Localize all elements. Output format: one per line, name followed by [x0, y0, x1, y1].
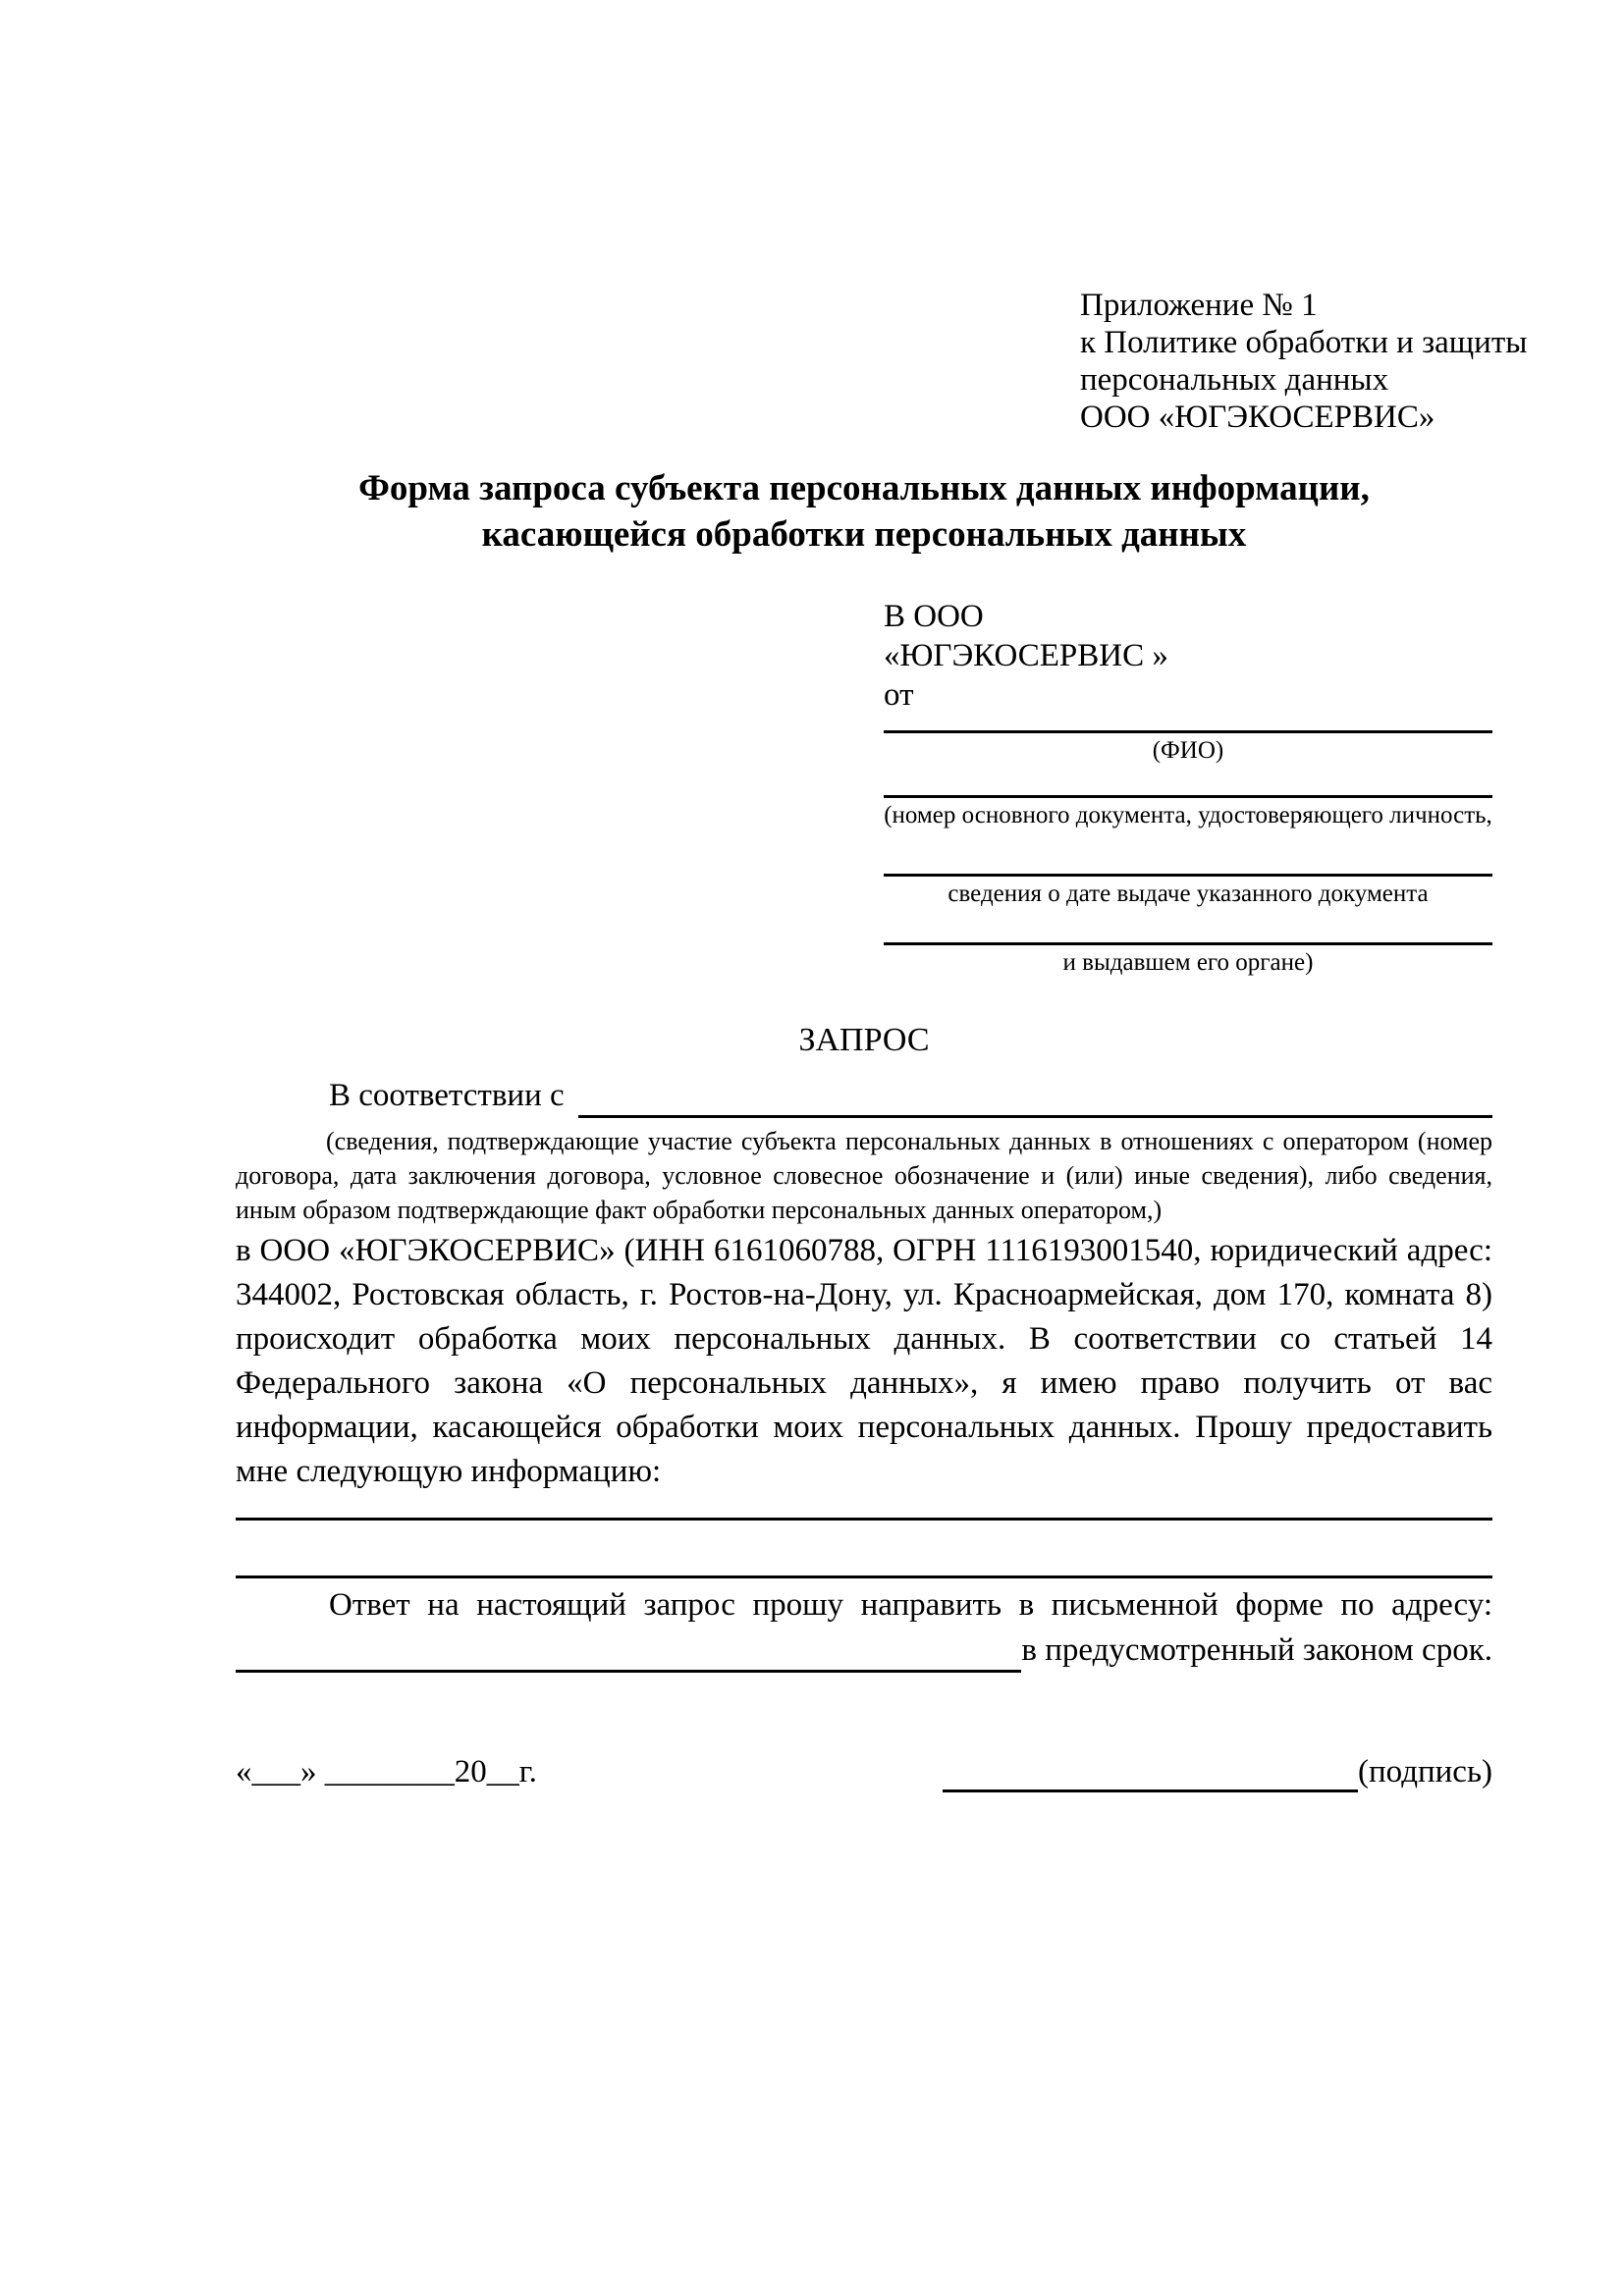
issue-date-blank-line — [884, 846, 1492, 877]
annex-line: ООО «ЮГЭКОСЕРВИС» — [1080, 400, 1435, 435]
address-blank-line — [236, 1630, 1021, 1673]
signature-blank-line — [943, 1754, 1358, 1792]
annex-line: персональных данных — [1080, 362, 1389, 398]
answer-tail: в предусмотренный законом срок. — [1021, 1632, 1492, 1668]
small-print-note: (сведения, подтверждающие участие субъекта персональных данных в отношениях с оператором (номер договора, дата заключения договора, условное словесное обозначение и (или) иные сведения), либо сведения, иным образом подтверждающие факт обработки персональных данных оператором,) — [236, 1127, 1492, 1224]
info-blank-line — [236, 1521, 1492, 1578]
body-paragraph: в ООО «ЮГЭКОСЕРВИС» (ИНН 6161060788, ОГРН 1116193001540, юридический адрес: 344002, Ростовская область, г. Ростов-на-Дону, ул. Красноармейская, дом 170, комната 8) происходит обработка моих персональных данных. В соответствии со статьей 14 Федерального закона «О персональных данных», я имею право получить от вас информации, касающейся обработки моих персональных данных. Прошу предоставить мне следующую информацию: — [236, 1233, 1492, 1489]
addressee-org-line: «ЮГЭКОСЕРВИС » — [884, 638, 1168, 673]
address-row — [236, 1628, 1492, 1673]
fio-blank-line — [884, 715, 1492, 733]
annex-header — [1080, 287, 1528, 436]
page-title — [236, 465, 1492, 558]
request-heading: ЗАПРОС — [798, 1022, 930, 1058]
document-number-caption: (номер основного документа, удостоверяющего личность, — [884, 802, 1492, 828]
accordance-blank-line — [578, 1078, 1492, 1118]
signature-caption: (подпись) — [1358, 1754, 1492, 1789]
issue-date-caption: сведения о дате выдаче указанного документа — [947, 881, 1429, 907]
signature-area — [943, 1751, 1492, 1792]
addressee-org-line: В ООО — [884, 599, 984, 634]
page-title-line: касающейся обработки персональных данных — [481, 514, 1247, 555]
accordance-label: В соответствии с — [329, 1078, 565, 1113]
fio-caption: (ФИО) — [1152, 737, 1224, 764]
addressee-block — [884, 597, 1492, 978]
field-fio — [884, 715, 1492, 766]
page-title-line: Форма запроса субъекта персональных данных информации, — [358, 468, 1370, 508]
field-document-number — [884, 772, 1492, 830]
from-label: от — [884, 677, 914, 713]
issuing-authority-blank-line — [884, 917, 1492, 945]
accordance-row — [236, 1074, 1492, 1118]
info-blank-line — [236, 1510, 1492, 1521]
field-issuing-authority — [884, 917, 1492, 978]
field-issue-date — [884, 846, 1492, 909]
issuing-authority-caption: и выдавшем его органе) — [1062, 949, 1314, 976]
date-placeholder: «___» ________20__г. — [236, 1754, 537, 1789]
annex-line: к Политике обработки и защиты — [1080, 325, 1528, 360]
document-number-blank-line — [884, 772, 1492, 798]
signature-row — [236, 1751, 1492, 1792]
annex-line: Приложение № 1 — [1080, 288, 1318, 323]
answer-sentence: Ответ на настоящий запрос прошу направить в письменной форме по адресу: — [329, 1587, 1492, 1623]
